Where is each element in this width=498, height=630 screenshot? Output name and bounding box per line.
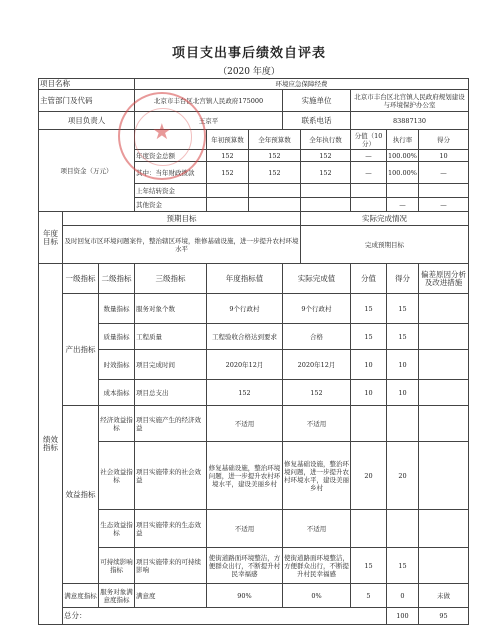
perf-score-value: 10 xyxy=(351,350,387,380)
perf-level2: 质量指标 xyxy=(99,324,135,350)
perf-score-value: 10 xyxy=(351,380,387,406)
funds-header-executed: 全年执行数 xyxy=(301,130,351,150)
funds-row-year-budget xyxy=(207,198,249,212)
leader-label: 项目负责人 xyxy=(39,112,135,130)
perf-score: 15 xyxy=(387,324,419,350)
funds-row-rate: — xyxy=(387,198,419,212)
funds-row-score: 10 xyxy=(419,150,469,162)
perf-target: 不适用 xyxy=(207,510,283,548)
perf-header-reason: 偏差原因分析及改进措施 xyxy=(419,264,469,294)
funds-row-year-budget: 152 xyxy=(207,162,249,184)
perf-reason xyxy=(419,442,469,510)
perf-reason xyxy=(419,548,469,584)
funds-header-score-value: 分值（10分） xyxy=(351,130,387,150)
perf-score: 15 xyxy=(387,294,419,324)
perf-level2: 生态效益指标 xyxy=(99,510,135,548)
satisfaction-label: 满意度指标 xyxy=(63,584,99,608)
perf-score-value: 20 xyxy=(351,442,387,510)
perf-header-score-value: 分值 xyxy=(351,264,387,294)
perf-level3: 项目实施带来的生态效益 xyxy=(135,510,207,548)
funds-row-name: 上年结转资金 xyxy=(135,184,207,198)
effect-label: 效益指标 xyxy=(63,406,99,584)
perf-score-value: 5 xyxy=(351,584,387,608)
perf-level2: 服务对象满意度指标 xyxy=(99,584,135,608)
dept-value: 北京市丰台区北宫镇人民政府175000 xyxy=(135,90,283,112)
perf-score: 20 xyxy=(387,442,419,510)
total-label: 总分： xyxy=(63,608,387,625)
perf-level3: 工程质量 xyxy=(135,324,207,350)
page-title: 项目支出事后绩效自评表 xyxy=(171,46,326,61)
funds-header-rate: 执行率 xyxy=(387,130,419,150)
perf-level2: 可持续影响指标 xyxy=(99,548,135,584)
perf-actual: 合格 xyxy=(283,324,351,350)
perf-level3: 满意度 xyxy=(135,584,207,608)
project-name-label: 项目名称 xyxy=(39,79,135,90)
perf-reason xyxy=(419,324,469,350)
perf-target: 2020年12月 xyxy=(207,350,283,380)
funds-row-score-value xyxy=(351,198,387,212)
funds-row-rate: 100.00% xyxy=(387,162,419,184)
funds-header-score: 得分 xyxy=(419,130,469,150)
funds-header-blank xyxy=(135,130,207,150)
perf-actual: 使街道路面环境整洁，方便群众出行，不断提升村民幸福感 xyxy=(283,548,351,584)
funds-row-full-budget: 152 xyxy=(249,162,301,184)
perf-score-value: 15 xyxy=(351,324,387,350)
funds-row-score-value: — xyxy=(351,162,387,184)
perf-actual: 不适用 xyxy=(283,510,351,548)
perf-score-value: 15 xyxy=(351,294,387,324)
funds-row-score-value: — xyxy=(351,150,387,162)
total-score: 95 xyxy=(419,608,469,625)
goal-actual-header: 实际完成情况 xyxy=(301,212,469,226)
funds-row-year-budget: 152 xyxy=(207,150,249,162)
goal-actual-value: 完成预期目标 xyxy=(301,226,469,264)
perf-target: 修复基础设施，整治环境问题，进一步提升农村环境水平，建设美丽乡村 xyxy=(207,442,283,510)
perf-target: 152 xyxy=(207,380,283,406)
funds-header-year-budget: 年初预算数 xyxy=(207,130,249,150)
perf-actual: 不适用 xyxy=(283,406,351,442)
perf-level2: 数量指标 xyxy=(99,294,135,324)
perf-level2: 时效指标 xyxy=(99,350,135,380)
leader-value: 王京平 xyxy=(135,112,283,130)
perf-reason xyxy=(419,294,469,324)
funds-header-full-budget: 全年预算数 xyxy=(249,130,301,150)
perf-reason: 未做 xyxy=(419,584,469,608)
perf-level3: 项目总支出 xyxy=(135,380,207,406)
perf-score: 0 xyxy=(387,584,419,608)
funds-row-full-budget xyxy=(249,198,301,212)
funds-row-name: 其他资金 xyxy=(135,198,207,212)
funds-row-name: 年度资金总额 xyxy=(135,150,207,162)
perf-level2: 社会效益指标 xyxy=(99,442,135,510)
perf-level3: 项目实施带来的可持续影响 xyxy=(135,548,207,584)
perf-target: 9个行政村 xyxy=(207,294,283,324)
perf-target: 不适用 xyxy=(207,406,283,442)
perf-score: 10 xyxy=(387,350,419,380)
funds-row-executed xyxy=(301,184,351,198)
perf-reason xyxy=(419,380,469,406)
perf-score-value xyxy=(351,406,387,442)
funds-row-rate xyxy=(387,184,419,198)
funds-row-score-value xyxy=(351,184,387,198)
funds-label: 项目资金（万元） xyxy=(39,130,135,212)
perf-score: 10 xyxy=(387,380,419,406)
funds-row-full-budget: 152 xyxy=(249,150,301,162)
perf-level2: 经济效益指标 xyxy=(99,406,135,442)
perf-actual: 9个行政村 xyxy=(283,294,351,324)
perf-header-actual: 实际完成值 xyxy=(283,264,351,294)
perf-reason xyxy=(419,406,469,442)
project-name-value: 环境应急保障经费 xyxy=(135,79,469,90)
goal-expected-value: 及时回复市区环境问题案件，整治辖区环境，维修基础设施，进一步提升农村环境水平 xyxy=(63,226,301,264)
page-subtitle: （2020 年度） xyxy=(218,67,280,77)
funds-row-rate: 100.00% xyxy=(388,151,417,160)
perf-reason xyxy=(419,510,469,548)
phone-label: 联系电话 xyxy=(283,112,351,130)
perf-score xyxy=(387,510,419,548)
perf-header-level2: 二级指标 xyxy=(99,264,135,294)
perf-target: 使街道路面环境整洁，方便群众出行，不断提升村民幸福感 xyxy=(207,548,283,584)
phone-value: 83887130 xyxy=(351,112,469,130)
funds-row-name: 其中：当年财政拨款 xyxy=(135,162,207,184)
perf-level3: 项目完成时间 xyxy=(135,350,207,380)
perf-level3: 项目实施带来的社会效益 xyxy=(135,442,207,510)
perf-level3: 项目实施产生的经济效益 xyxy=(135,406,207,442)
funds-row-executed: 152 xyxy=(301,150,351,162)
perf-header-level3: 三级指标 xyxy=(135,264,207,294)
perf-actual: 152 xyxy=(283,380,351,406)
perf-label: 绩效指标 xyxy=(39,264,63,625)
perf-actual: 修复基础设施，整治环境问题，进一步提升农村环境水平，建设美丽乡村 xyxy=(283,442,351,510)
seal-star-icon: ★ xyxy=(152,120,172,145)
perf-header-level1: 一级指标 xyxy=(63,264,99,294)
perf-target: 工程验收合格达到要求 xyxy=(207,324,283,350)
perf-level2: 成本指标 xyxy=(99,380,135,406)
unit-value: 北京市丰台区北宫镇人民政府规划建设与环境保护办公室 xyxy=(351,90,469,112)
perf-header-score: 得分 xyxy=(387,264,419,294)
dept-label: 主管部门及代码 xyxy=(39,90,135,112)
funds-row-executed: 152 xyxy=(301,162,351,184)
perf-score-value: 15 xyxy=(351,548,387,584)
perf-header-target: 年度指标值 xyxy=(207,264,283,294)
goal-label: 年度目标 xyxy=(39,212,63,264)
unit-label: 实施单位 xyxy=(283,90,351,112)
perf-actual: 2020年12月 xyxy=(283,350,351,380)
output-label: 产出指标 xyxy=(63,294,99,406)
funds-row-score: — xyxy=(419,198,469,212)
perf-score-value xyxy=(351,510,387,548)
perf-target: 90% xyxy=(207,584,283,608)
funds-row-score: — xyxy=(419,162,469,184)
perf-level3: 服务对象个数 xyxy=(135,294,207,324)
perf-score: 15 xyxy=(387,548,419,584)
evaluation-table xyxy=(38,78,469,625)
funds-row-year-budget xyxy=(207,184,249,198)
perf-reason xyxy=(419,350,469,380)
goal-expected-header: 预期目标 xyxy=(63,212,301,226)
funds-row-score xyxy=(419,184,469,198)
perf-score xyxy=(387,406,419,442)
funds-row-full-budget xyxy=(249,184,301,198)
total-score-value: 100 xyxy=(387,608,419,625)
perf-actual: 0% xyxy=(283,584,351,608)
funds-row-executed xyxy=(301,198,351,212)
